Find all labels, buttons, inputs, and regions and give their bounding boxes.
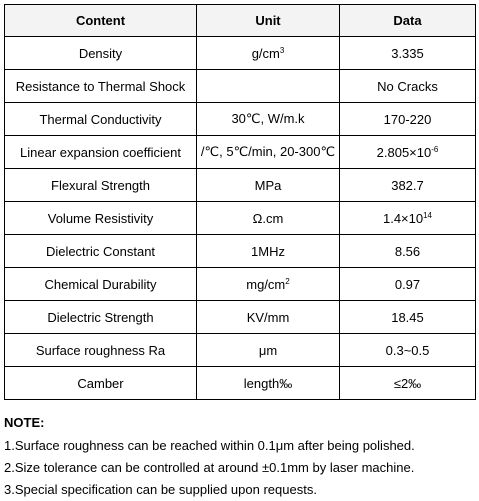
cell-content [5,37,197,70]
table-row [5,37,476,70]
header-unit: Unit [197,5,340,37]
cell-unit-superscript: 2 [285,276,290,286]
note-item: 3.Special specification can be supplied upon requests. [4,482,317,497]
cell-data [340,235,476,268]
cell-data-text: 2.805×10 [376,144,432,160]
cell-unit [197,301,340,334]
cell-content-text: Surface roughness Ra [35,342,166,358]
cell-content [5,268,197,301]
cell-unit-text: g/cm [251,45,280,61]
cell-content-text: Camber [77,375,124,391]
cell-data-text: 382.7 [391,177,424,193]
cell-content-text: Volume Resistivity [47,210,154,226]
cell-data-superscript: -6 [431,144,439,154]
cell-content [5,301,197,334]
table-row [5,136,476,169]
cell-data [340,268,476,301]
table-row [5,235,476,268]
cell-data-superscript: 14 [423,210,433,220]
table-row [5,301,476,334]
cell-data-text: 0.3~0.5 [385,342,430,358]
cell-content-text: Thermal Conductivity [39,111,162,127]
cell-data-text: 3.335 [391,45,424,61]
cell-unit-text: Ω.cm [252,210,284,226]
cell-data-text: 0.97 [394,276,421,292]
table-row [5,202,476,235]
cell-data-text: 8.56 [394,243,421,259]
cell-data [340,301,476,334]
cell-unit [197,202,340,235]
cell-unit [197,103,340,136]
cell-unit-text: length‰ [243,375,293,391]
cell-data [340,334,476,367]
table-header-row [5,5,476,37]
cell-unit-text: MPa [254,177,282,193]
cell-data [340,169,476,202]
header-data: Data [340,5,476,37]
cell-content-text: Dielectric Constant [45,243,156,259]
cell-unit-superscript: 3 [279,45,285,55]
cell-unit [197,235,340,268]
note-item: 1.Surface roughness can be reached within 0.1μm after being polished. [4,438,415,453]
cell-content [5,367,197,400]
cell-unit [197,70,340,103]
cell-data [340,37,476,70]
cell-data-text: 18.45 [391,309,424,325]
table-row [5,169,476,202]
cell-content-text: Linear expansion coefficient [20,144,181,160]
cell-content-text: Density [78,45,123,61]
table-row [5,103,476,136]
cell-content [5,334,197,367]
cell-unit [197,169,340,202]
cell-unit [197,367,340,400]
cell-unit [197,334,340,367]
cell-unit-text: 1MHz [251,243,285,259]
cell-content [5,70,197,103]
cell-data [340,136,476,169]
cell-content [5,235,197,268]
cell-data [340,103,476,136]
cell-content [5,202,197,235]
table-row [5,268,476,301]
cell-unit-text: μm [258,342,278,358]
notes-title: NOTE: [4,415,45,430]
cell-content [5,103,197,136]
header-content: Content [5,5,197,37]
cell-data-text: ≤2‰ [393,375,422,391]
cell-content-text: Flexural Strength [51,177,150,193]
cell-data [340,367,476,400]
cell-content-text: Resistance to Thermal Shock [15,78,186,94]
cell-content-text: Chemical Durability [44,276,157,292]
cell-unit [197,37,340,70]
table-row [5,70,476,103]
cell-unit-text: KV/mm [246,309,290,325]
cell-data-text: 1.4×10 [382,210,424,226]
cell-data-text: No Cracks [377,78,438,94]
notes-section [4,412,475,501]
cell-data [340,70,476,103]
cell-unit-text: 30℃, W/m.k [231,111,305,126]
specification-table [4,4,476,400]
cell-unit-text: mg/cm [246,276,286,292]
cell-data [340,202,476,235]
table-row [5,367,476,400]
cell-content [5,136,197,169]
table-row [5,334,476,367]
cell-unit [197,136,340,169]
cell-unit-text: /℃, 5℃/min, 20-300℃ [200,144,336,159]
cell-data-text: 170-220 [383,111,432,127]
cell-content [5,169,197,202]
cell-unit [197,268,340,301]
note-item: 2.Size tolerance can be controlled at around ±0.1mm by laser machine. [4,460,415,475]
cell-content-text: Dielectric Strength [47,309,154,325]
